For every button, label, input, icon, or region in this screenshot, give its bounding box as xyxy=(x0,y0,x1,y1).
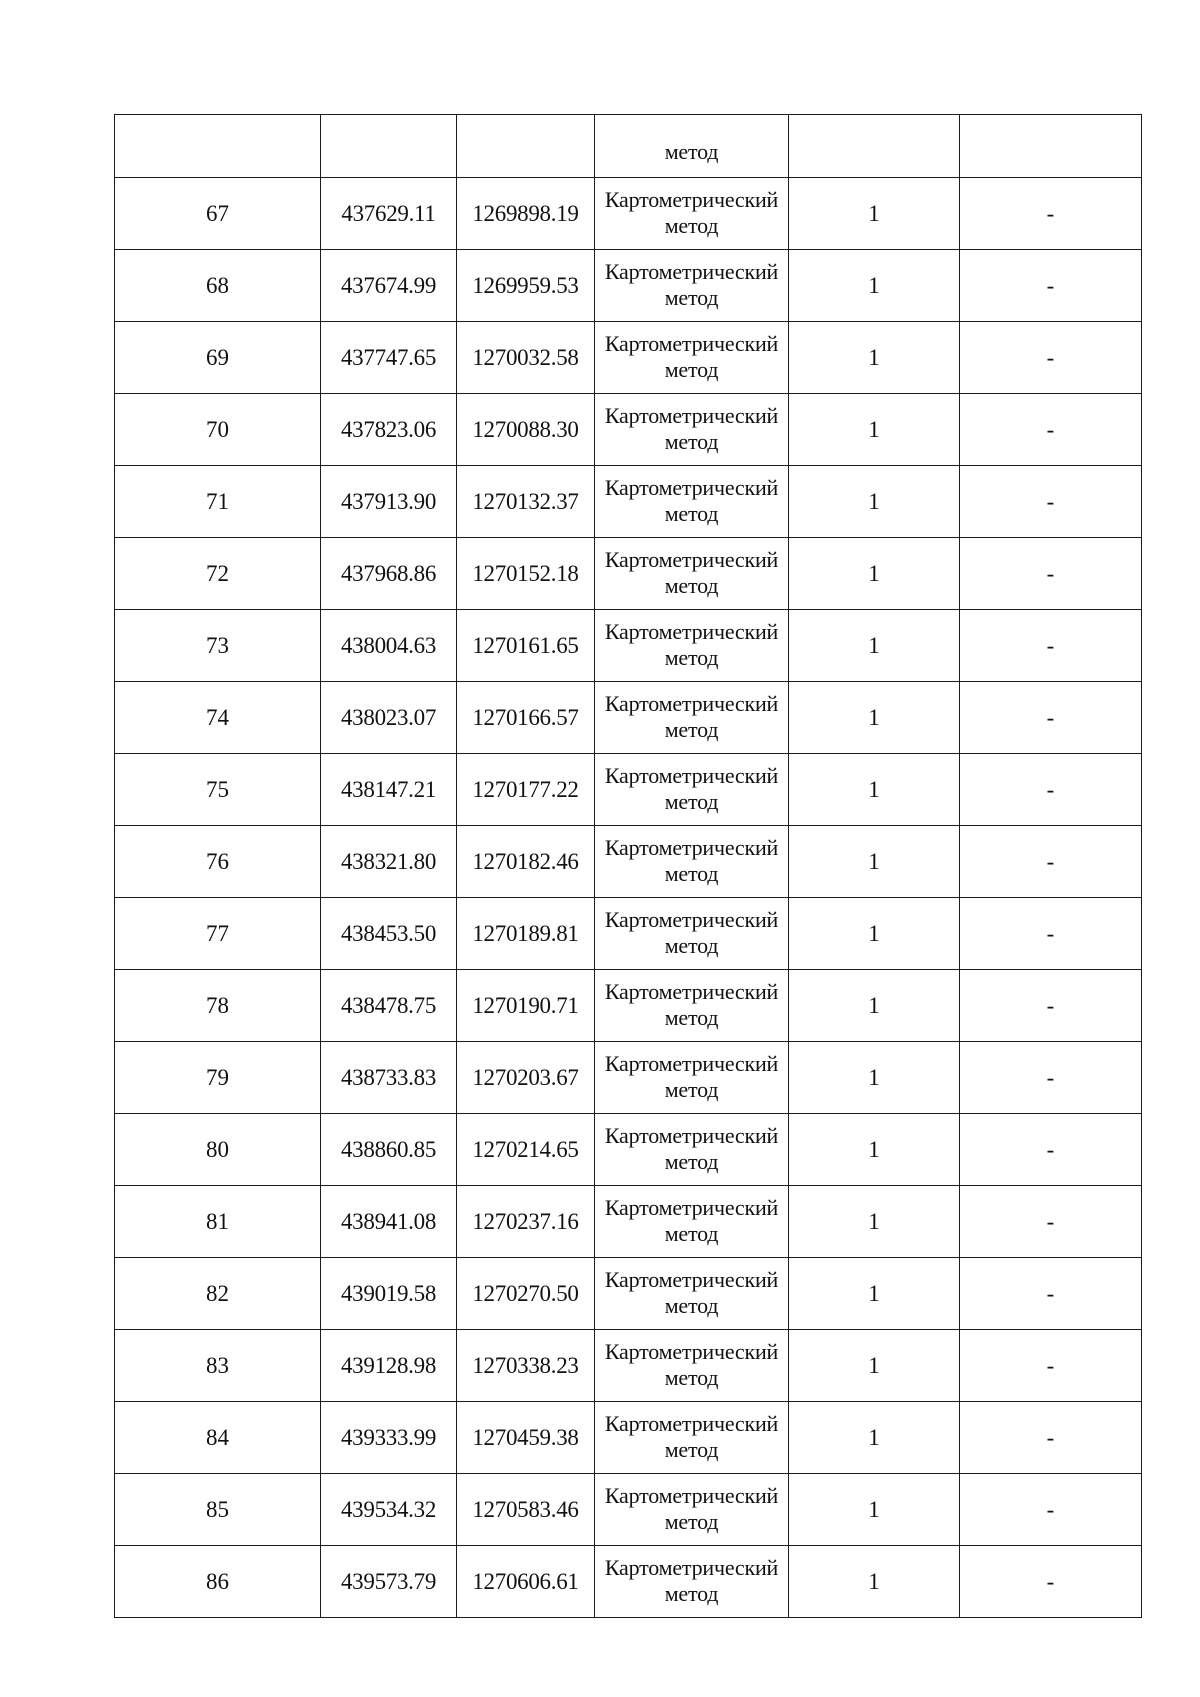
cell-x xyxy=(321,115,457,178)
method-line-1: Картометрический xyxy=(604,1194,779,1220)
note-value: - xyxy=(960,322,1142,394)
method-cell xyxy=(595,970,789,1042)
method-line-1: Картометрический xyxy=(604,762,779,788)
method-line-1: Картометрический xyxy=(604,690,779,716)
method-cell xyxy=(595,826,789,898)
table-row xyxy=(115,1186,1142,1258)
accuracy-value: 1 xyxy=(789,1330,960,1402)
coordinate-x: 439128.98 xyxy=(321,1330,457,1402)
method-line-1: Картометрический xyxy=(604,1554,779,1580)
note-value: - xyxy=(960,970,1142,1042)
coordinate-y: 1270166.57 xyxy=(457,682,595,754)
cell-num xyxy=(115,115,321,178)
method-line-1: Картометрический xyxy=(604,618,779,644)
coordinate-x: 438023.07 xyxy=(321,682,457,754)
accuracy-value: 1 xyxy=(789,178,960,250)
point-number: 84 xyxy=(115,1402,321,1474)
table-row xyxy=(115,322,1142,394)
point-number: 68 xyxy=(115,250,321,322)
method-line-2: метод xyxy=(664,860,719,886)
table-row xyxy=(115,1474,1142,1546)
point-number: 70 xyxy=(115,394,321,466)
coordinate-x: 437747.65 xyxy=(321,322,457,394)
table-row xyxy=(115,178,1142,250)
accuracy-value: 1 xyxy=(789,1546,960,1618)
point-number: 79 xyxy=(115,1042,321,1114)
table-row xyxy=(115,1042,1142,1114)
coordinate-x: 437913.90 xyxy=(321,466,457,538)
method-cell xyxy=(595,754,789,826)
method-line-2: метод xyxy=(664,1292,719,1318)
method-cell xyxy=(595,394,789,466)
table-row xyxy=(115,970,1142,1042)
coordinate-y: 1270203.67 xyxy=(457,1042,595,1114)
note-value: - xyxy=(960,1114,1142,1186)
point-number: 74 xyxy=(115,682,321,754)
method-cell xyxy=(595,1186,789,1258)
method-line-1: Картометрический xyxy=(604,1050,779,1076)
cell-note xyxy=(960,115,1142,178)
accuracy-value: 1 xyxy=(789,250,960,322)
coordinate-y: 1270214.65 xyxy=(457,1114,595,1186)
table-row xyxy=(115,1546,1142,1618)
method-cell xyxy=(595,682,789,754)
accuracy-value: 1 xyxy=(789,1258,960,1330)
method-cell xyxy=(595,466,789,538)
accuracy-value: 1 xyxy=(789,322,960,394)
point-number: 77 xyxy=(115,898,321,970)
coordinate-y: 1270237.16 xyxy=(457,1186,595,1258)
method-cell xyxy=(595,1474,789,1546)
method-line-2: метод xyxy=(664,1364,719,1390)
method-line-2: метод xyxy=(664,932,719,958)
coordinate-x: 438860.85 xyxy=(321,1114,457,1186)
note-value: - xyxy=(960,538,1142,610)
coordinate-x: 439019.58 xyxy=(321,1258,457,1330)
method-line-2: метод xyxy=(664,428,719,454)
point-number: 82 xyxy=(115,1258,321,1330)
coordinate-y: 1270190.71 xyxy=(457,970,595,1042)
point-number: 69 xyxy=(115,322,321,394)
method-line-1: Картометрический xyxy=(604,1482,779,1508)
coordinate-x: 438478.75 xyxy=(321,970,457,1042)
accuracy-value: 1 xyxy=(789,826,960,898)
table-row xyxy=(115,754,1142,826)
method-line-1: Картометрический xyxy=(604,1410,779,1436)
method-cell xyxy=(595,1258,789,1330)
method-line-2: метод xyxy=(664,1004,719,1030)
coordinate-y: 1270270.50 xyxy=(457,1258,595,1330)
continuation-row xyxy=(115,115,1142,178)
coordinate-x: 438453.50 xyxy=(321,898,457,970)
table-row xyxy=(115,1114,1142,1186)
method-line-2: метод xyxy=(664,716,719,742)
note-value: - xyxy=(960,178,1142,250)
coordinate-y: 1269898.19 xyxy=(457,178,595,250)
coordinate-x: 439333.99 xyxy=(321,1402,457,1474)
method-line-2: метод xyxy=(664,1580,719,1606)
table-row xyxy=(115,394,1142,466)
note-value: - xyxy=(960,394,1142,466)
method-cell xyxy=(595,898,789,970)
method-line-2: метод xyxy=(664,1436,719,1462)
note-value: - xyxy=(960,610,1142,682)
method-cell xyxy=(595,178,789,250)
method-line-1: Картометрический xyxy=(604,906,779,932)
table-row xyxy=(115,1402,1142,1474)
coordinate-x: 437629.11 xyxy=(321,178,457,250)
method-line-1: Картометрический xyxy=(604,978,779,1004)
point-number: 73 xyxy=(115,610,321,682)
point-number: 80 xyxy=(115,1114,321,1186)
coordinate-x: 438321.80 xyxy=(321,826,457,898)
method-cell xyxy=(595,1402,789,1474)
note-value: - xyxy=(960,1258,1142,1330)
accuracy-value: 1 xyxy=(789,682,960,754)
method-tail: метод xyxy=(664,139,719,164)
coordinate-y: 1270583.46 xyxy=(457,1474,595,1546)
point-number: 78 xyxy=(115,970,321,1042)
method-line-1: Картометрический xyxy=(604,258,779,284)
coordinate-y: 1270459.38 xyxy=(457,1402,595,1474)
method-line-2: метод xyxy=(664,788,719,814)
method-cell xyxy=(595,322,789,394)
method-cell xyxy=(595,1114,789,1186)
method-line-2: метод xyxy=(664,500,719,526)
method-cell xyxy=(595,1042,789,1114)
note-value: - xyxy=(960,1186,1142,1258)
note-value: - xyxy=(960,1474,1142,1546)
coordinate-x: 438941.08 xyxy=(321,1186,457,1258)
method-line-2: метод xyxy=(664,572,719,598)
coordinate-y: 1270189.81 xyxy=(457,898,595,970)
method-line-2: метод xyxy=(664,212,719,238)
point-number: 76 xyxy=(115,826,321,898)
point-number: 67 xyxy=(115,178,321,250)
point-number: 71 xyxy=(115,466,321,538)
method-line-1: Картометрический xyxy=(604,186,779,212)
table-row xyxy=(115,1330,1142,1402)
method-line-2: метод xyxy=(664,356,719,382)
method-line-1: Картометрический xyxy=(604,402,779,428)
method-line-2: метод xyxy=(664,644,719,670)
accuracy-value: 1 xyxy=(789,970,960,1042)
coordinate-y: 1270161.65 xyxy=(457,610,595,682)
method-line-2: метод xyxy=(664,1076,719,1102)
coordinates-table xyxy=(114,114,1142,1618)
coordinate-y: 1270606.61 xyxy=(457,1546,595,1618)
point-number: 85 xyxy=(115,1474,321,1546)
coordinate-x: 437674.99 xyxy=(321,250,457,322)
cell-y xyxy=(457,115,595,178)
point-number: 72 xyxy=(115,538,321,610)
coordinate-y: 1270088.30 xyxy=(457,394,595,466)
accuracy-value: 1 xyxy=(789,754,960,826)
table-body xyxy=(115,115,1142,1618)
table-row xyxy=(115,538,1142,610)
coordinate-x: 437823.06 xyxy=(321,394,457,466)
method-cell xyxy=(595,610,789,682)
note-value: - xyxy=(960,898,1142,970)
note-value: - xyxy=(960,826,1142,898)
method-cell xyxy=(595,1546,789,1618)
method-line-2: метод xyxy=(664,1508,719,1534)
note-value: - xyxy=(960,682,1142,754)
point-number: 86 xyxy=(115,1546,321,1618)
accuracy-value: 1 xyxy=(789,394,960,466)
accuracy-value: 1 xyxy=(789,466,960,538)
coordinate-y: 1270032.58 xyxy=(457,322,595,394)
method-cell xyxy=(595,1330,789,1402)
method-line-1: Картометрический xyxy=(604,1338,779,1364)
table-row xyxy=(115,466,1142,538)
coordinate-y: 1270177.22 xyxy=(457,754,595,826)
coordinate-y: 1270338.23 xyxy=(457,1330,595,1402)
method-line-2: метод xyxy=(664,1148,719,1174)
method-line-1: Картометрический xyxy=(604,1122,779,1148)
point-number: 83 xyxy=(115,1330,321,1402)
coordinate-y: 1270132.37 xyxy=(457,466,595,538)
table-row xyxy=(115,610,1142,682)
accuracy-value: 1 xyxy=(789,610,960,682)
cell-accuracy xyxy=(789,115,960,178)
table-row xyxy=(115,682,1142,754)
accuracy-value: 1 xyxy=(789,898,960,970)
coordinate-y: 1269959.53 xyxy=(457,250,595,322)
note-value: - xyxy=(960,466,1142,538)
method-line-2: метод xyxy=(664,1220,719,1246)
accuracy-value: 1 xyxy=(789,1402,960,1474)
method-cell xyxy=(595,538,789,610)
coordinate-y: 1270152.18 xyxy=(457,538,595,610)
coordinate-x: 438147.21 xyxy=(321,754,457,826)
method-line-1: Картометрический xyxy=(604,834,779,860)
coordinate-x: 439573.79 xyxy=(321,1546,457,1618)
table-row xyxy=(115,826,1142,898)
cell-method xyxy=(595,115,789,178)
coordinate-x: 438733.83 xyxy=(321,1042,457,1114)
note-value: - xyxy=(960,1546,1142,1618)
accuracy-value: 1 xyxy=(789,1114,960,1186)
table-row xyxy=(115,250,1142,322)
note-value: - xyxy=(960,1330,1142,1402)
method-line-1: Картометрический xyxy=(604,474,779,500)
coordinate-x: 439534.32 xyxy=(321,1474,457,1546)
note-value: - xyxy=(960,1042,1142,1114)
method-cell xyxy=(595,250,789,322)
accuracy-value: 1 xyxy=(789,538,960,610)
accuracy-value: 1 xyxy=(789,1474,960,1546)
note-value: - xyxy=(960,1402,1142,1474)
coordinate-x: 438004.63 xyxy=(321,610,457,682)
table-row xyxy=(115,1258,1142,1330)
note-value: - xyxy=(960,754,1142,826)
method-line-1: Картометрический xyxy=(604,546,779,572)
table-row xyxy=(115,898,1142,970)
point-number: 75 xyxy=(115,754,321,826)
accuracy-value: 1 xyxy=(789,1042,960,1114)
accuracy-value: 1 xyxy=(789,1186,960,1258)
note-value: - xyxy=(960,250,1142,322)
coordinate-y: 1270182.46 xyxy=(457,826,595,898)
method-line-2: метод xyxy=(664,284,719,310)
method-line-1: Картометрический xyxy=(604,330,779,356)
point-number: 81 xyxy=(115,1186,321,1258)
method-line-1: Картометрический xyxy=(604,1266,779,1292)
coordinate-x: 437968.86 xyxy=(321,538,457,610)
